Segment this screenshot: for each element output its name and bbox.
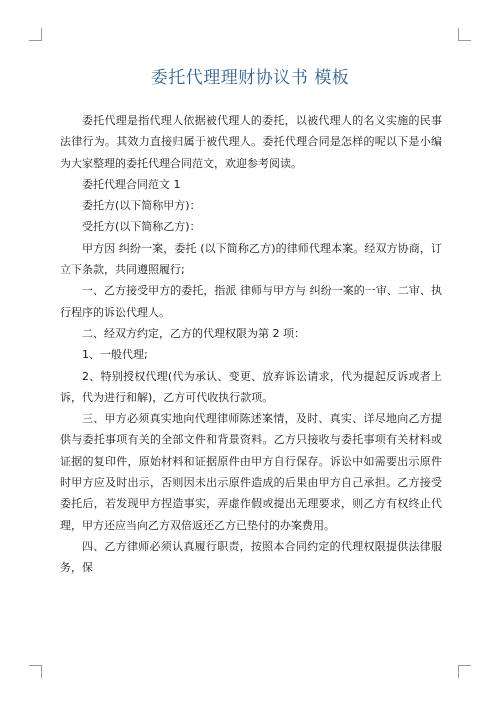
crop-mark-bottom-left: [29, 665, 42, 678]
paragraph-preamble: 甲方因 纠纷一案，委托 (以下简称乙方)的律师代理本案。经双方协商，订立下条款，共同遵照履行;: [60, 241, 442, 277]
paragraph-party-a: 委托方(以下简称甲方)：: [82, 199, 201, 213]
paragraph-sample-heading: 委托代理合同范文 1: [82, 177, 181, 191]
crop-mark-bottom-right: [458, 665, 471, 678]
paragraph-clause-4: 四、乙方律师必须认真履行职责，按照本合同约定的代理权限提供法律服务，保: [60, 539, 442, 575]
paragraph-intro: 委托代理是指代理人依据被代理人的委托，以被代理人的名义实施的民事法律行为。其效力直接归属于被代理人。委托代理合同是怎样的呢以下是小编为大家整理的委托代理合同范文，欢迎参考阅读。: [60, 114, 442, 170]
paragraph-party-b: 受托方(以下简称乙方)：: [82, 220, 201, 234]
document-body: [60, 110, 442, 579]
paragraph-clause-2-item-2: 2、特别授权代理(代为承认、变更、放弃诉讼请求，代为提起反诉或者上诉，代为进行和解)，乙方可代收执行款项。: [60, 369, 442, 404]
paragraph-clause-3: 三、甲方必须真实地向代理律师陈述案情，及时、真实、详尽地向乙方提供与委托事项有关的全部文件和背景资料。乙方只接收与委托事项有关材料或证据的复印件，原始材料和证据原件由甲方自行保存。诉讼中如需要出示原件时甲方应及时出示，否则因未出示原件造成的后果由甲方自己承担。乙方接受委托后，若发现甲方捏造事实，弄虚作假或提出无理要求，则乙方有权终止代理，甲方还应当向乙方双倍返还乙方已垫付的办案费用。: [60, 412, 442, 532]
crop-mark-top-left: [29, 28, 42, 41]
paragraph-clause-1: 一、乙方接受甲方的委托，指派 律师与甲方与 纠纷一案的一审、二审、执行程序的诉讼代理人。: [60, 284, 442, 319]
document-title: 委托代理理财协议书 模板: [150, 68, 350, 88]
paragraph-clause-2-item-1: 1、一般代理;: [82, 348, 148, 362]
crop-mark-top-right: [458, 28, 471, 41]
paragraph-clause-2: 二、经双方约定，乙方的代理权限为第 2 项：: [82, 326, 305, 340]
